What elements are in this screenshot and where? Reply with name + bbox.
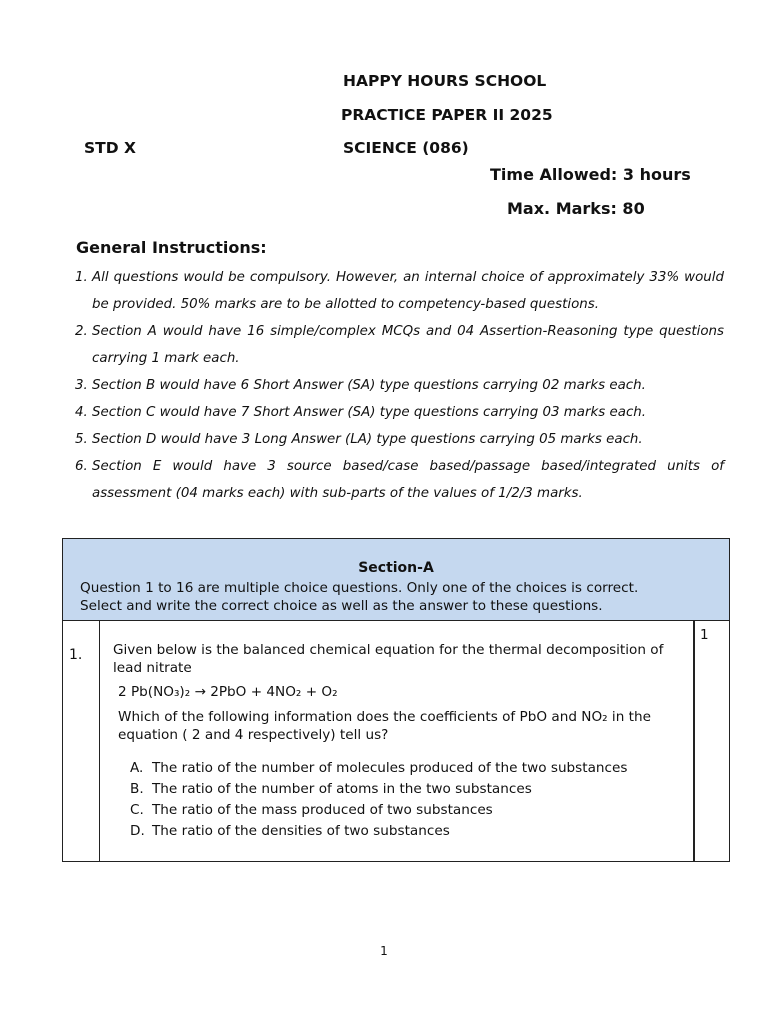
option-letter: A. <box>130 760 144 776</box>
option-text: The ratio of the mass produced of two substances <box>152 802 493 818</box>
option-d <box>130 821 450 841</box>
option-c <box>130 800 493 820</box>
school-name: HAPPY HOURS SCHOOL <box>343 72 547 90</box>
instructions-list <box>76 264 724 507</box>
chemical-equation: 2 Pb(NO₃)₂ → 2PbO + 4NO₂ + O₂ <box>118 684 338 700</box>
question-marks: 1 <box>700 627 709 643</box>
instruction-item: 3. Section B would have 6 Short Answer (SA) type questions carrying 02 marks each. <box>92 372 724 399</box>
section-a-header <box>63 539 729 621</box>
instruction-item: 6. Section E would have 3 source based/case based/passage based/integrated units of assessment (04 marks each) with sub-parts of the values of 1/2/3 marks. <box>92 453 724 507</box>
marks-cell <box>693 621 729 861</box>
option-text: The ratio of the densities of two substances <box>152 823 450 839</box>
question-line: lead nitrate <box>113 660 192 676</box>
page-number: 1 <box>380 944 388 958</box>
instruction-item: 4. Section C would have 7 Short Answer (SA) type questions carrying 03 marks each. <box>92 399 724 426</box>
section-title: Section-A <box>358 560 434 576</box>
option-b <box>130 779 532 799</box>
max-marks: Max. Marks: 80 <box>507 199 645 218</box>
question-number: 1. <box>69 647 83 663</box>
subject-label: SCIENCE (086) <box>343 139 469 157</box>
question-line: equation ( 2 and 4 respectively) tell us? <box>118 727 389 743</box>
question-number-cell <box>63 621 100 861</box>
instruction-item: 1. All questions would be compulsory. However, an internal choice of approximately 33% would be provided. 50% marks are to be allotted to competency-based questions. <box>92 264 724 318</box>
option-text: The ratio of the number of molecules produced of the two substances <box>152 760 628 776</box>
question-ask <box>118 708 651 744</box>
option-a <box>130 758 627 778</box>
instructions-title: General Instructions: <box>76 238 267 257</box>
option-letter: D. <box>130 823 145 839</box>
option-text: The ratio of the number of atoms in the two substances <box>152 781 532 797</box>
option-letter: B. <box>130 781 144 797</box>
instruction-item: 2. Section A would have 16 simple/complex MCQs and 04 Assertion-Reasoning type questions carrying 1 mark each. <box>92 318 724 372</box>
section-desc-line: Question 1 to 16 are multiple choice questions. Only one of the choices is correct. <box>80 580 639 596</box>
std-label: STD X <box>84 139 136 157</box>
section-description <box>80 579 720 615</box>
marks-cell-divider <box>694 621 695 861</box>
paper-title: PRACTICE PAPER II 2025 <box>341 106 553 124</box>
section-desc-line: Select and write the correct choice as well as the answer to these questions. <box>80 598 603 614</box>
question-text <box>113 641 663 677</box>
instruction-item: 5. Section D would have 3 Long Answer (LA) type questions carrying 05 marks each. <box>92 426 724 453</box>
time-allowed: Time Allowed: 3 hours <box>490 165 691 184</box>
question-line: Given below is the balanced chemical equation for the thermal decomposition of <box>113 642 664 658</box>
option-letter: C. <box>130 802 144 818</box>
question-line: Which of the following information does the coefficients of PbO and NO₂ in the <box>118 709 651 725</box>
question-table <box>62 538 730 862</box>
